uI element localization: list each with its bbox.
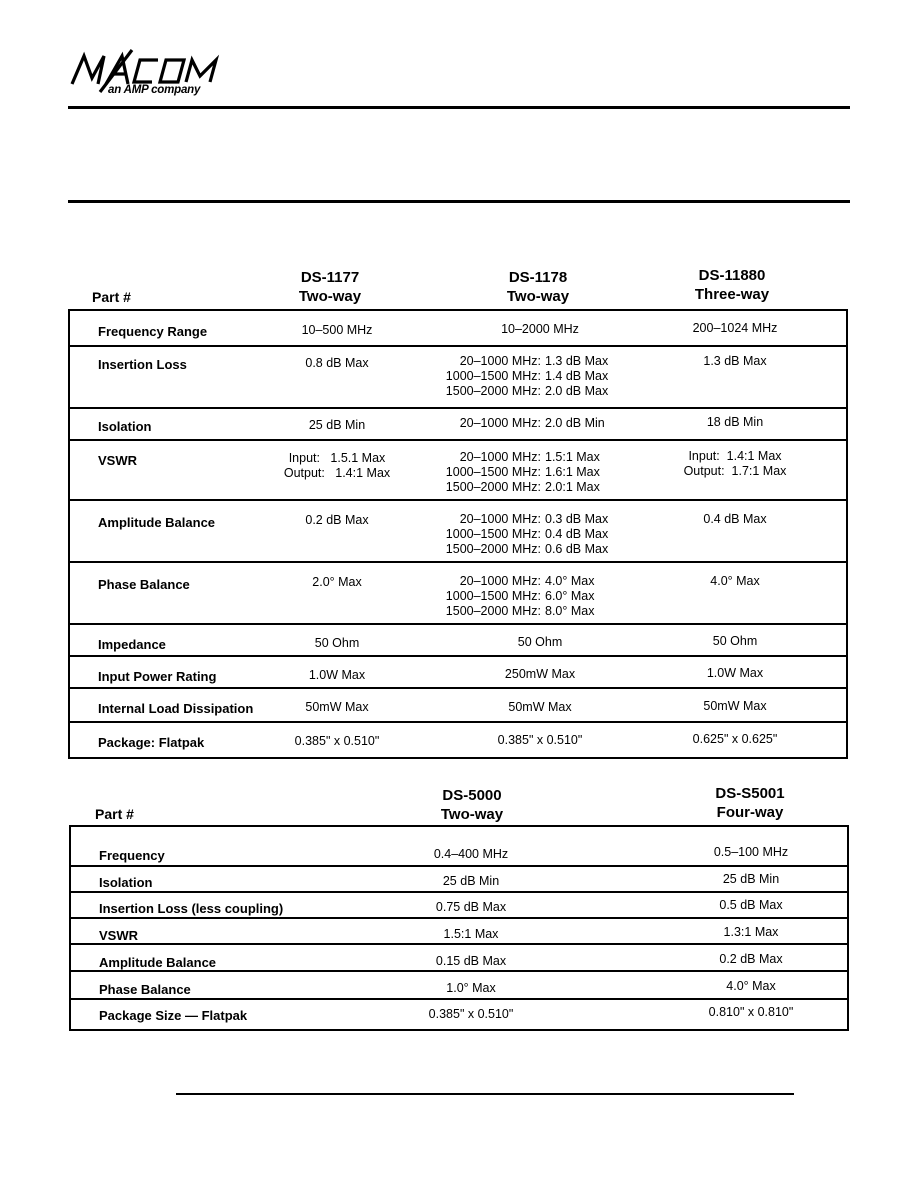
range-value: 0.3 dB Max	[545, 512, 609, 526]
row-label: Frequency	[99, 848, 165, 863]
range-value: 1.6:1 Max	[545, 465, 600, 479]
range-value: 4.0° Max	[545, 574, 595, 588]
cell-col2: 10–2000 MHz	[501, 322, 579, 336]
range-label: 1000–1500 MHz:	[445, 465, 541, 479]
table-row	[71, 827, 847, 867]
cell-col1: 10–500 MHz	[301, 323, 373, 337]
cell-col2: 0.810" x 0.810"	[708, 1005, 794, 1019]
table-row	[71, 945, 847, 972]
range-label: 20–1000 MHz:	[459, 354, 541, 368]
row-label: Package Size — Flatpak	[99, 1008, 248, 1023]
cell-col2: 50mW Max	[508, 700, 572, 714]
cell-col3: 18 dB Min	[706, 415, 764, 429]
range-label: 1000–1500 MHz:	[445, 369, 541, 383]
cell-col3: 1.3 dB Max	[703, 354, 767, 368]
table1-col2-header	[458, 268, 618, 306]
cell-col2: 250mW Max	[504, 667, 576, 681]
cell-col1: 0.2 dB Max	[305, 513, 369, 527]
table-row	[70, 347, 846, 409]
cell-col2	[430, 354, 608, 399]
cell-col2: 4.0° Max	[726, 979, 776, 993]
range-label: 1500–2000 MHz:	[445, 604, 541, 618]
table-row	[70, 441, 846, 501]
specs-table-1	[68, 309, 848, 759]
range-line	[430, 589, 594, 604]
range-value: 1.5:1 Max	[545, 450, 600, 464]
row-label: Isolation	[99, 875, 153, 890]
cell-col3: 0.4 dB Max	[703, 512, 767, 526]
range-line	[430, 450, 600, 465]
column-model: DS-S5001	[715, 785, 785, 802]
table-row	[71, 1000, 847, 1029]
row-label: Isolation	[98, 419, 152, 434]
table-row	[70, 723, 846, 757]
row-label: Insertion Loss	[98, 357, 187, 372]
table-row	[70, 689, 846, 723]
cell-col1: 50mW Max	[305, 700, 369, 714]
cell-col3: 0.625" x 0.625"	[692, 732, 778, 746]
cell-col3: 200–1024 MHz	[692, 321, 778, 335]
range-label: 1000–1500 MHz:	[445, 527, 541, 541]
cell-col3: Input: 1.4:1 Max Output: 1.7:1 Max	[683, 449, 787, 478]
table-row	[71, 867, 847, 893]
row-label: VSWR	[98, 453, 137, 468]
logo-tagline: an AMP company	[108, 84, 201, 96]
cell-col1: Input: 1.5.1 Max Output: 1.4:1 Max	[283, 451, 391, 480]
cell-col1: 0.385" x 0.510"	[428, 1007, 514, 1021]
cell-col1: 0.15 dB Max	[435, 954, 507, 968]
cell-col1: 0.75 dB Max	[435, 900, 507, 914]
range-value: 1.3 dB Max	[545, 354, 609, 368]
table2-part-label: Part #	[95, 806, 134, 822]
cell-col2: 0.5–100 MHz	[713, 845, 789, 859]
table1-part-label: Part #	[92, 289, 131, 305]
row-label: Phase Balance	[99, 982, 191, 997]
row-label: VSWR	[99, 928, 138, 943]
column-model: DS-5000	[442, 787, 502, 804]
cell-col2	[430, 512, 608, 557]
range-value: 1.4 dB Max	[545, 369, 609, 383]
range-line	[430, 512, 608, 527]
range-label: 1500–2000 MHz:	[445, 384, 541, 398]
range-line	[430, 480, 600, 495]
row-label: Package: Flatpak	[98, 735, 205, 750]
row-label: Amplitude Balance	[99, 955, 217, 970]
cell-col3: 1.0W Max	[706, 666, 764, 680]
table1-col1-header	[250, 268, 410, 306]
range-line	[430, 354, 608, 369]
range-label: 1500–2000 MHz:	[445, 480, 541, 494]
cell-col2: 0.385" x 0.510"	[497, 733, 583, 747]
table-row	[71, 919, 847, 945]
column-type: Three-way	[694, 286, 770, 303]
cell-col2: 50 Ohm	[517, 635, 563, 649]
cell-col2: 25 dB Min	[722, 872, 780, 886]
range-label: 20–1000 MHz:	[459, 450, 541, 464]
table-row	[70, 501, 846, 563]
range-label: 20–1000 MHz:	[459, 416, 541, 430]
range-line	[430, 574, 594, 589]
cell-col2: 0.5 dB Max	[719, 898, 783, 912]
range-line	[430, 416, 605, 431]
cell-col3: 50mW Max	[703, 699, 767, 713]
range-label: 20–1000 MHz:	[459, 512, 541, 526]
column-model: DS-1178	[508, 269, 568, 286]
range-line	[430, 542, 608, 557]
row-label: Impedance	[98, 637, 166, 652]
cell-col1: 1.0W Max	[308, 668, 366, 682]
cell-col1: 0.385" x 0.510"	[294, 734, 380, 748]
range-label: 1000–1500 MHz:	[445, 589, 541, 603]
column-type: Two-way	[298, 288, 362, 305]
table-row	[70, 563, 846, 625]
column-type: Two-way	[506, 288, 570, 305]
cell-col1: 0.8 dB Max	[305, 356, 369, 370]
table-row	[70, 625, 846, 657]
cell-col3: 50 Ohm	[712, 634, 758, 648]
column-type: Four-way	[716, 804, 784, 821]
range-value: 0.4 dB Max	[545, 527, 609, 541]
range-value: 6.0° Max	[545, 589, 595, 603]
header-rule-top	[68, 106, 850, 109]
range-value: 0.6 dB Max	[545, 542, 609, 556]
row-label: Internal Load Dissipation	[98, 701, 254, 716]
range-line	[430, 604, 594, 619]
cell-col1: 0.4–400 MHz	[433, 847, 509, 861]
row-label: Phase Balance	[98, 577, 190, 592]
range-line	[430, 369, 608, 384]
header-rule-bottom	[68, 200, 850, 203]
range-value: 8.0° Max	[545, 604, 595, 618]
cell-col1: 50 Ohm	[314, 636, 360, 650]
cell-col1: 2.0° Max	[312, 575, 362, 589]
column-model: DS-1177	[300, 269, 360, 286]
row-label: Frequency Range	[98, 324, 208, 339]
cell-col1: 25 dB Min	[442, 874, 500, 888]
range-value: 2.0 dB Min	[545, 416, 605, 430]
table-row	[71, 893, 847, 919]
range-value: 2.0 dB Max	[545, 384, 609, 398]
cell-col2	[430, 416, 605, 431]
table1-col3-header	[652, 266, 812, 304]
cell-col2	[430, 450, 600, 495]
table-row	[70, 657, 846, 689]
range-label: 20–1000 MHz:	[459, 574, 541, 588]
table2-col1-header	[392, 786, 552, 824]
cell-col3: 4.0° Max	[710, 574, 760, 588]
column-model: DS-11880	[698, 267, 766, 284]
row-label: Input Power Rating	[98, 669, 217, 684]
specs-table-2	[69, 825, 849, 1031]
cell-col2: 1.3:1 Max	[723, 925, 779, 939]
table-row	[70, 311, 846, 347]
range-label: 1500–2000 MHz:	[445, 542, 541, 556]
table-row	[70, 409, 846, 441]
range-line	[430, 465, 600, 480]
row-label: Insertion Loss (less coupling)	[99, 901, 284, 916]
row-label: Amplitude Balance	[98, 515, 216, 530]
cell-col1: 1.5:1 Max	[443, 927, 499, 941]
cell-col2: 0.2 dB Max	[719, 952, 783, 966]
range-line	[430, 527, 608, 542]
table-row	[71, 972, 847, 1000]
cell-col1: 1.0° Max	[446, 981, 496, 995]
range-value: 2.0:1 Max	[545, 480, 600, 494]
cell-col2	[430, 574, 594, 619]
range-line	[430, 384, 608, 399]
footer-rule	[176, 1093, 794, 1095]
cell-col1: 25 dB Min	[308, 418, 366, 432]
column-type: Two-way	[440, 806, 504, 823]
table2-col2-header	[670, 784, 830, 822]
